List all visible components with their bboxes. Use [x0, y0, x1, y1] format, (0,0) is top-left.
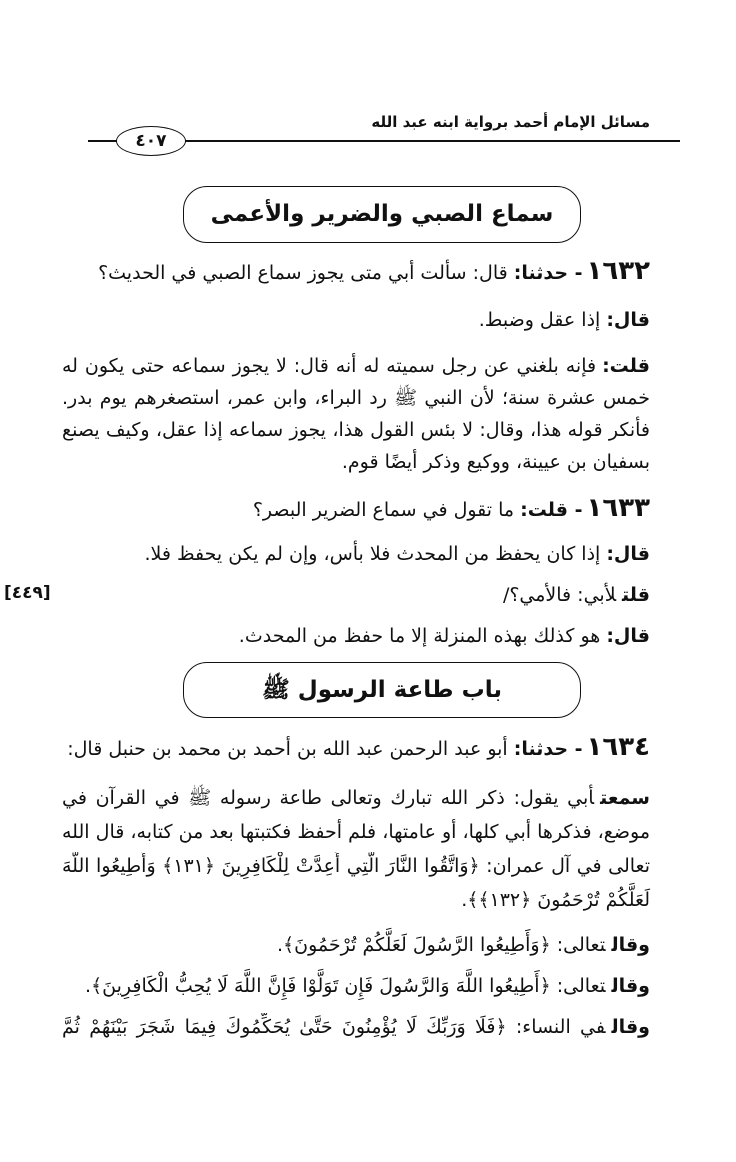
- verse-citation: [62, 1013, 650, 1041]
- answer-line: [62, 306, 650, 334]
- issue-number: ١٦٣٢: [586, 256, 650, 286]
- lead-word: قال:: [606, 309, 650, 331]
- section-title-box: [183, 186, 581, 243]
- issue-number: ١٦٣٣: [586, 493, 650, 523]
- issue-number: ١٦٣٤: [586, 732, 650, 762]
- text-line: تعالى: ﴿أَطِيعُوا اللَّهَ وَالرَّسُولَ فَإِن تَوَلَّوْا فَإِنَّ اللَّهَ لَا يُحِبُّ الْكَافِرِينَ﴾.: [84, 975, 606, 997]
- section-title: باب طاعة الرسول ﷺ: [262, 677, 502, 703]
- running-header-title: مسائل الإمام أحمد برواية ابنه عبد الله: [371, 113, 650, 131]
- paragraph-1633: [62, 494, 650, 524]
- text-line: لأبي: فالأمي؟/: [502, 584, 617, 606]
- text-line: خمس عشرة سنة؛ لأن النبي ﷺ رد البراء، وابن عمر، استصغرهم يوم بدر.: [62, 387, 650, 409]
- lead-word: - قلت:: [520, 499, 583, 521]
- text-line: أبي يقول: ذكر الله تبارك وتعالى طاعة رسوله ﷺ في القرآن في: [62, 787, 595, 809]
- text-line: ما تقول في سماع الضرير البصر؟: [252, 499, 515, 521]
- text-line: أبو عبد الرحمن عبد الله بن أحمد بن محمد بن حنبل قال:: [67, 738, 508, 760]
- answer-line: [62, 622, 650, 650]
- answer-line: [62, 540, 650, 568]
- text-line: قال: سألت أبي متى يجوز سماع الصبي في الحديث؟: [98, 262, 508, 284]
- section-title: سماع الصبي والضرير والأعمى: [210, 201, 554, 227]
- text-line: إذا كان يحفظ من المحدث فلا بأس، وإن لم يكن يحفظ فلا.: [144, 543, 601, 565]
- paragraph-1634: [62, 733, 650, 763]
- lead-word: قلت: [622, 584, 650, 606]
- text-line: فإنه بلغني عن رجل سميته له أنه قال: لا يجوز سماعه حتى يكون له: [62, 355, 597, 377]
- page-number: ٤٠٧: [116, 126, 186, 156]
- text-line-lead: [62, 784, 650, 812]
- verse-citation: [62, 972, 650, 1000]
- lead-word: - حدثنا:: [513, 262, 583, 284]
- quran-verse-line: تعالى في آل عمران: ﴿وَاتَّقُوا النَّارَ الَّتِي أُعِدَّتْ لِلْكَافِرِينَ ﴿١٣١﴾ وَأَطِيعُوا اللَّهَ: [62, 855, 650, 877]
- quran-verse-line: لَعَلَّكُمْ تُرْحَمُونَ ﴿١٣٢﴾﴾.: [461, 889, 650, 911]
- lead-word: وقال: [611, 934, 650, 956]
- lead-word: قال:: [606, 543, 650, 565]
- text-line: موضع، فذكرها أبي كلها، أو عامتها، فلم أحفظ فكتبتها بعد من كتابه، قال الله: [62, 821, 650, 843]
- text-line: هو كذلك بهذه المنزلة إلا ما حفظ من المحدث.: [238, 625, 601, 647]
- section-title-box: [183, 662, 581, 718]
- text-line: في النساء: ﴿فَلَا وَرَبِّكَ لَا يُؤْمِنُونَ حَتَّىٰ يُحَكِّمُوكَ فِيمَا شَجَرَ بَيْنَهُمْ ثُمَّ: [62, 1016, 606, 1038]
- lead-word: قال:: [606, 625, 650, 647]
- question-line: [62, 352, 650, 380]
- margin-page-reference: [٤٤٩]: [4, 583, 51, 603]
- lead-word: - حدثنا:: [513, 738, 583, 760]
- text-line: بسفيان بن عيينة، ووكيع وذكر أيضًا قوم.: [341, 451, 650, 473]
- lead-word: وقال: [611, 975, 650, 997]
- verse-citation: [62, 931, 650, 959]
- lead-word: سمعت: [600, 787, 650, 809]
- lead-word: وقال: [611, 1016, 650, 1038]
- question-line: [62, 581, 650, 609]
- paragraph-1632: [62, 257, 650, 287]
- text-line: تعالى: ﴿وَأَطِيعُوا الرَّسُولَ لَعَلَّكُمْ تُرْحَمُونَ﴾.: [276, 934, 606, 956]
- lead-word: قلت:: [602, 355, 650, 377]
- text-line: فأنكر قوله هذا، وقال: لا بئس القول هذا، يجوز سماعه إذا عقل، وكيف يصنع: [62, 419, 650, 441]
- text-line: إذا عقل وضبط.: [478, 309, 601, 331]
